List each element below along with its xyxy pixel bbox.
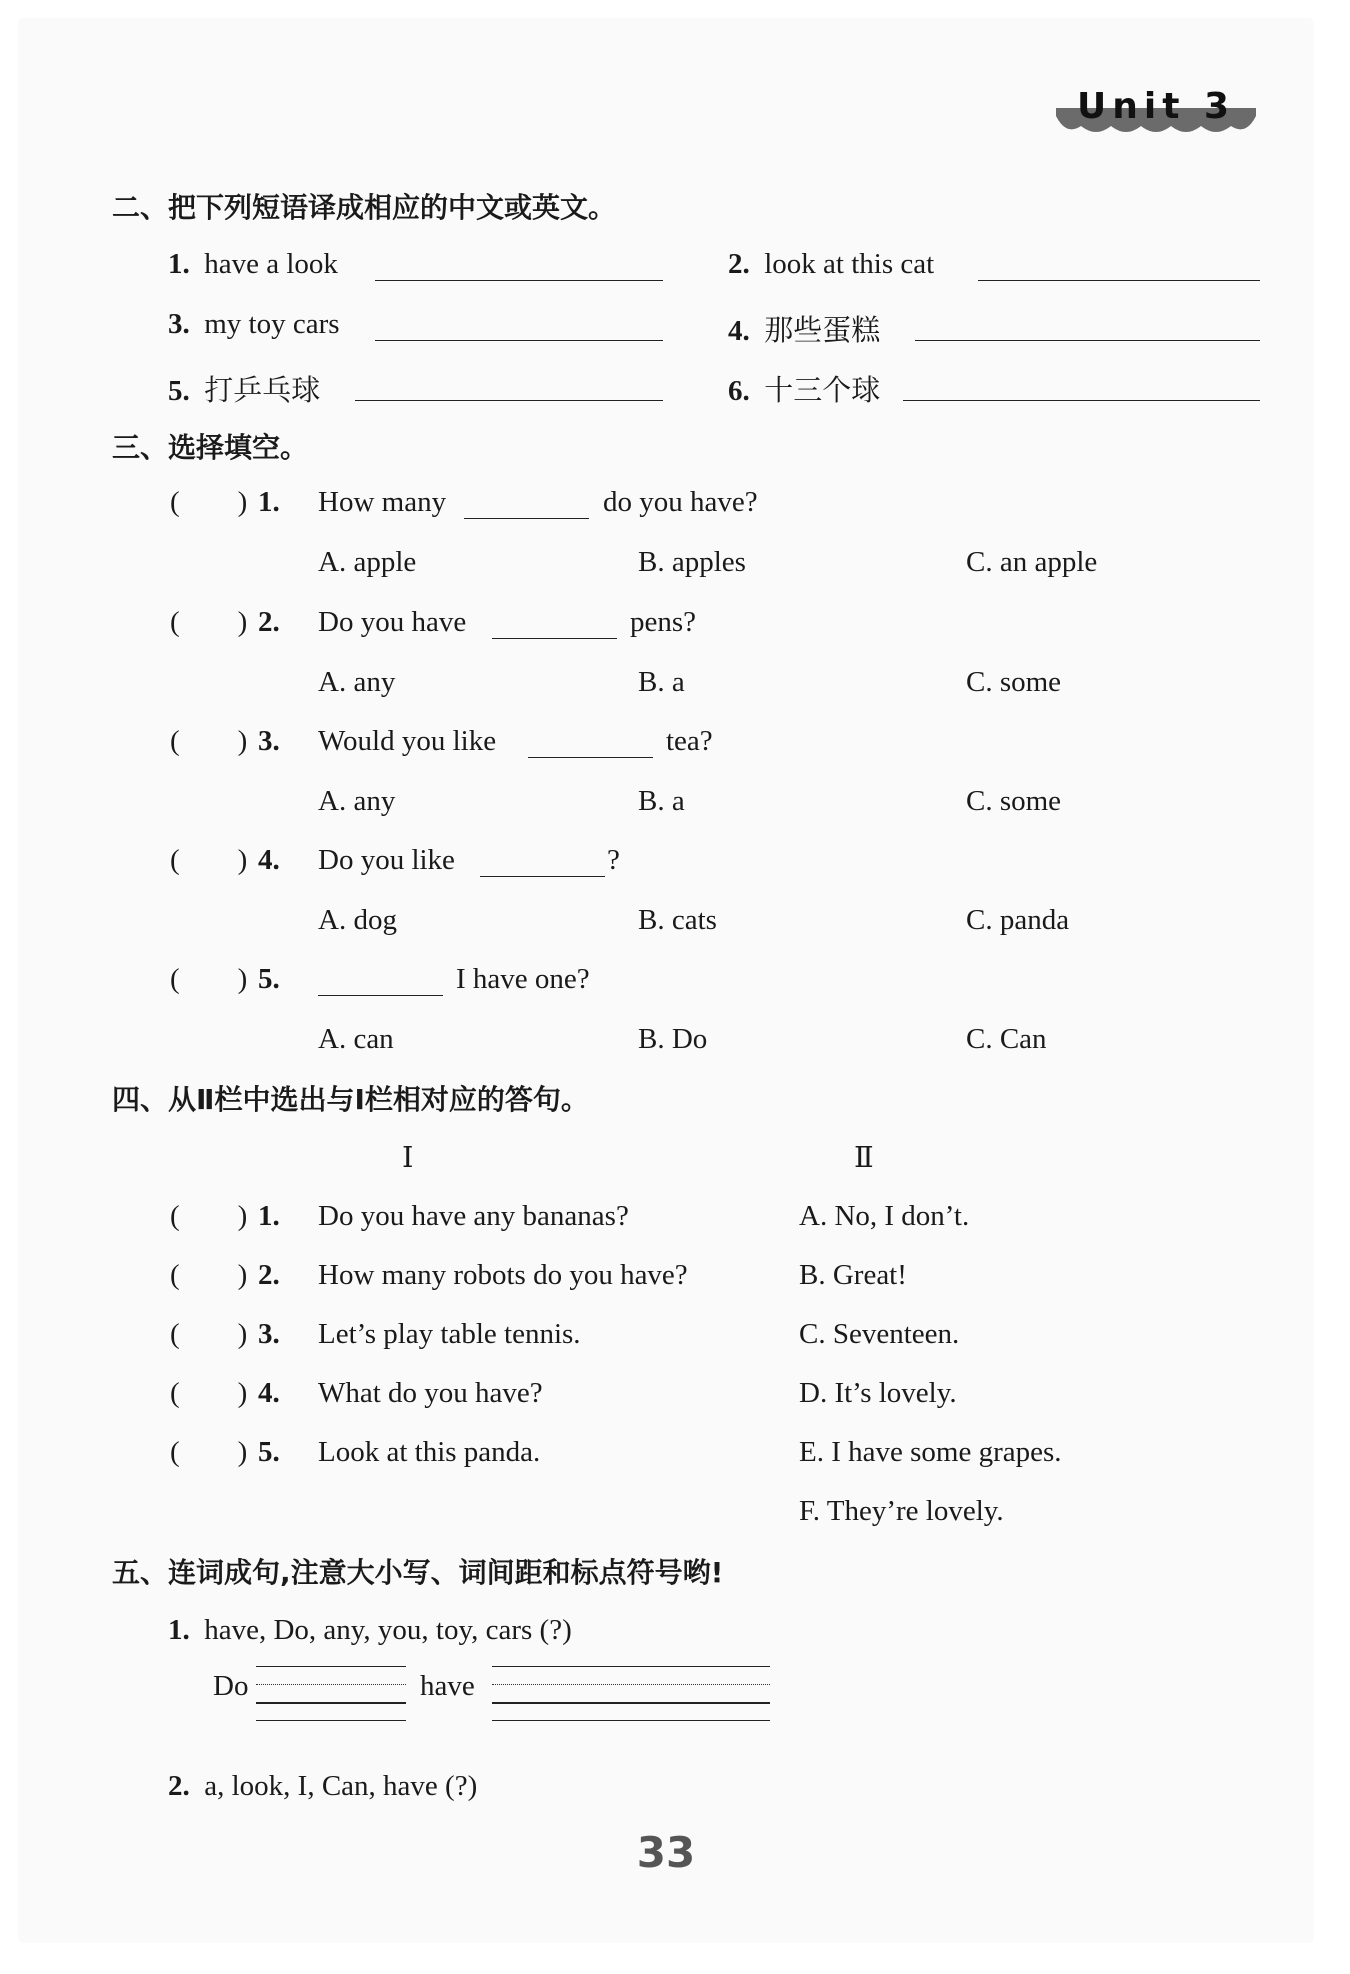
question-stem-end: do you have? [603,486,758,518]
question-stem-end: tea? [666,725,713,757]
question-stem: Do you like [318,844,455,876]
writing-line [256,1684,406,1685]
match-question: What do you have? [318,1377,543,1409]
phrase-text: 打乒乓球 [204,375,321,407]
question-number: 5. [258,963,280,995]
answer-paren[interactable]: ( ) [170,725,248,757]
question-number: 2. [258,1259,280,1291]
answer-blank[interactable] [915,340,1260,341]
match-question: Let’s play table tennis. [318,1318,581,1350]
phrase-text: 十三个球 [764,375,881,407]
question-number: 4. [258,1377,280,1409]
item-number: 2. [728,248,750,280]
option-b: B. cats [638,904,717,936]
option-a: A. dog [318,904,397,936]
section-5-title: 五、连词成句,注意大小写、词间距和标点符号哟! [112,1556,724,1589]
match-question: Look at this panda. [318,1436,541,1468]
question-stem: How many [318,486,447,518]
question-number: 3. [258,725,280,757]
option-b: B. apples [638,546,746,578]
phrase-item-5 [168,368,320,409]
item-number: 5. [168,375,190,407]
question-number: 3. [258,1318,280,1350]
section-2-title: 二、把下列短语译成相应的中文或英文。 [112,191,617,224]
fill-blank [492,638,617,639]
answer-paren[interactable]: ( ) [170,1377,248,1409]
question-stem-end: I have one? [456,963,590,995]
phrase-item-6 [728,368,880,409]
item-number: 3. [168,308,190,340]
match-answer-f: F. They’re lovely. [799,1495,1004,1527]
question-number: 4. [258,844,280,876]
question-stem: Would you like [318,725,497,757]
answer-paren[interactable]: ( ) [170,486,248,518]
fill-blank [528,757,653,758]
item-number: 4. [728,315,750,347]
answer-paren[interactable]: ( ) [170,963,248,995]
writing-baseline[interactable] [492,1702,770,1704]
writing-line [492,1684,770,1685]
option-b: B. a [638,785,685,817]
word-list: a, look, I, Can, have (?) [204,1770,478,1802]
writing-baseline[interactable] [256,1702,406,1704]
answer-blank[interactable] [903,400,1260,401]
phrase-text: have a look [204,248,338,280]
fill-blank [480,876,605,877]
question-stem: Do you have [318,606,467,638]
answer-paren[interactable]: ( ) [170,1318,248,1350]
sentence-item-2 [168,1770,477,1803]
answer-paren[interactable]: ( ) [170,1436,248,1468]
option-c: C. panda [966,904,1070,936]
given-word-do: Do [213,1670,249,1702]
option-c: C. an apple [966,546,1098,578]
section-3-title: 三、选择填空。 [112,431,309,464]
writing-line [256,1720,406,1721]
unit-badge [1056,86,1256,146]
answer-paren[interactable]: ( ) [170,844,248,876]
phrase-text: my toy cars [204,308,340,340]
option-b: B. a [638,666,685,698]
question-stem-end: ? [607,844,620,876]
question-number: 1. [258,486,280,518]
option-c: C. some [966,666,1062,698]
item-number: 6. [728,375,750,407]
option-a: A. any [318,666,396,698]
writing-line [492,1720,770,1721]
phrase-item-3 [168,308,340,341]
question-number: 1. [258,1200,280,1232]
answer-paren[interactable]: ( ) [170,606,248,638]
unit-label: Unit 3 [1077,86,1235,127]
match-question: Do you have any bananas? [318,1200,629,1232]
match-question: How many robots do you have? [318,1259,688,1291]
sentence-item-1 [168,1614,572,1647]
page-number: 33 [636,1828,696,1877]
column-1-header: Ⅰ [402,1142,414,1174]
given-word-have: have [420,1670,475,1702]
option-c: C. Can [966,1023,1047,1055]
answer-paren[interactable]: ( ) [170,1259,248,1291]
word-list: have, Do, any, you, toy, cars (?) [204,1614,572,1646]
phrase-text: look at this cat [764,248,935,280]
writing-line [256,1666,406,1667]
option-a: A. apple [318,546,417,578]
match-answer-b: B. Great! [799,1259,907,1291]
option-a: A. any [318,785,396,817]
answer-blank[interactable] [978,280,1260,281]
item-number: 1. [168,248,190,280]
item-number: 2. [168,1770,190,1802]
phrase-item-4 [728,308,880,349]
answer-blank[interactable] [375,280,663,281]
answer-blank[interactable] [375,340,663,341]
option-a: A. can [318,1023,394,1055]
match-answer-d: D. It’s lovely. [799,1377,957,1409]
answer-blank[interactable] [355,400,663,401]
match-answer-e: E. I have some grapes. [799,1436,1062,1468]
column-2-header: Ⅱ [854,1142,874,1174]
option-c: C. some [966,785,1062,817]
answer-paren[interactable]: ( ) [170,1200,248,1232]
worksheet-page [18,18,1314,1943]
question-number: 2. [258,606,280,638]
section-4-title: 四、从Ⅱ栏中选出与Ⅰ栏相对应的答句。 [112,1083,589,1116]
match-answer-a: A. No, I don’t. [799,1200,970,1232]
fill-blank [318,995,443,996]
question-number: 5. [258,1436,280,1468]
question-stem-end: pens? [630,606,697,638]
option-b: B. Do [638,1023,708,1055]
phrase-item-2 [728,248,934,281]
phrase-text: 那些蛋糕 [764,315,881,347]
fill-blank [464,518,589,519]
item-number: 1. [168,1614,190,1646]
phrase-item-1 [168,248,338,281]
match-answer-c: C. Seventeen. [799,1318,960,1350]
writing-line [492,1666,770,1667]
